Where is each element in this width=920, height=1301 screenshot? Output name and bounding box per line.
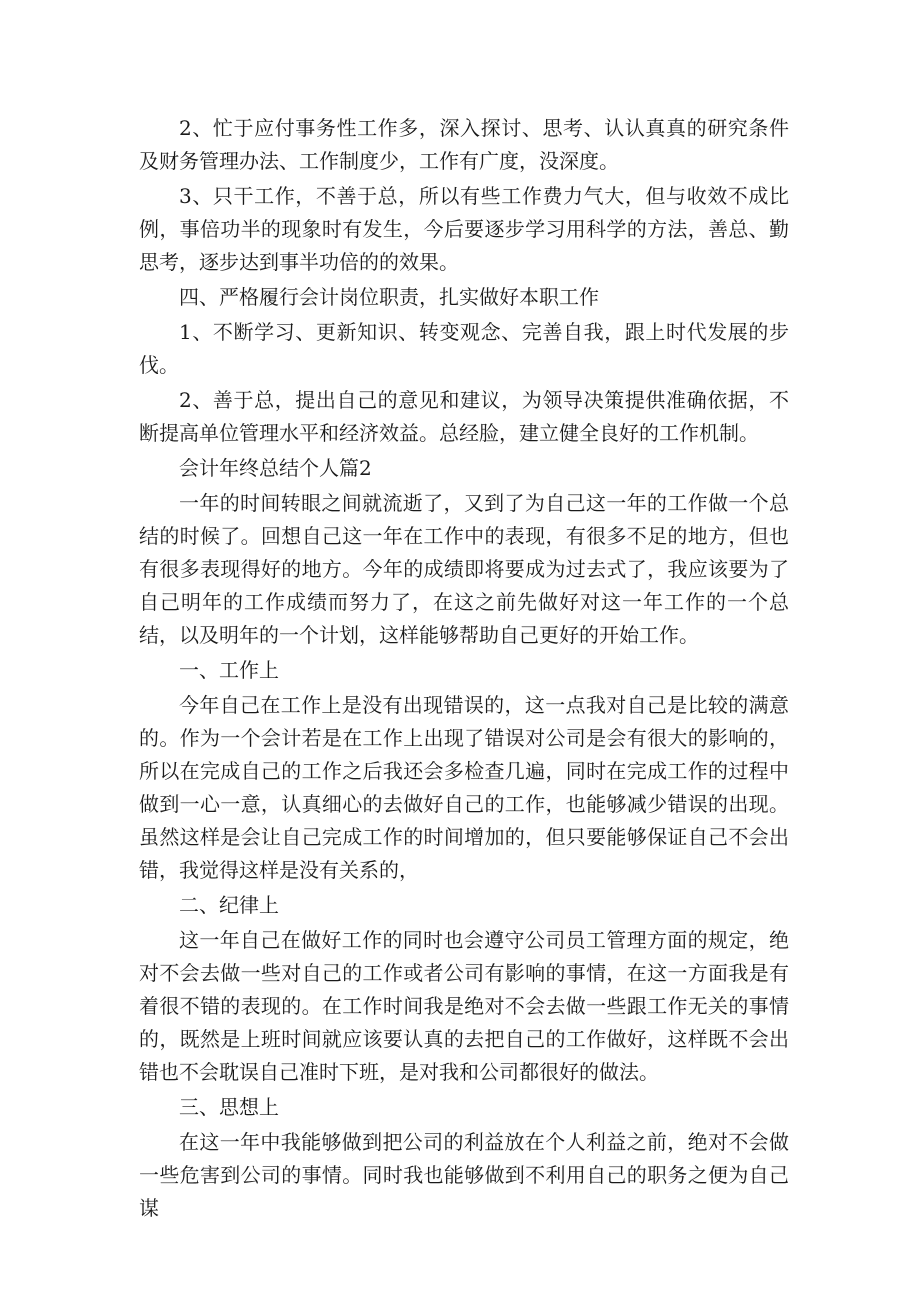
article-title: 会计年终总结个人篇2 <box>179 456 372 480</box>
section-heading: 三、思想上 <box>179 1095 279 1119</box>
paragraph: 3、只干工作，不善于总，所以有些工作费力气大，但与收效不成比例，事倍功半的现象时有发生，今后要逐步学习用科学的方法，善总、勤思考，逐步达到事半功倍的的效果。 <box>139 184 789 274</box>
paragraph: 2、善于总，提出自己的意见和建议，为领导决策提供准确依据，不断提高单位管理水平和经济效益。总经脸，建立健全良好的工作机制。 <box>139 388 789 445</box>
paragraph: 一年的时间转眼之间就流逝了，又到了为自己这一年的工作做一个总结的时候了。回想自己这一年在工作中的表现，有很多不足的地方，但也有很多表现得好的地方。今年的成绩即将要成为过去式了，我应该要为了自己明年的工作成绩而努力了，在这之前先做好对这一年工作的一个总结，以及明年的一个计划，这样能够帮助自己更好的开始工作。 <box>139 491 789 647</box>
paragraph: 这一年自己在做好工作的同时也会遵守公司员工管理方面的规定，绝对不会去做一些对自己的工作或者公司有影响的事情，在这一方面我是有着很不错的表现的。在工作时间我是绝对不会去做一些跟工作无关的事情的，既然是上班时间就应该要认真的去把自己的工作做好，这样既不会出错也不会耽误自己准时下班，是对我和公司都很好的做法。 <box>139 928 789 1084</box>
document-body <box>139 112 789 1227</box>
paragraph: 今年自己在工作上是没有出现错误的，这一点我对自己是比较的满意的。作为一个会计若是在工作上出现了错误对公司是会有很大的影响的，所以在完成自己的工作之后我还会多检查几遍，同时在完成工作的过程中做到一心一意，认真细心的去做好自己的工作，也能够减少错误的出现。虽然这样是会让自己完成工作的时间增加的，但只要能够保证自己不会出错，我觉得这样是没有关系的， <box>139 693 789 882</box>
paragraph: 2、忙于应付事务性工作多，深入探讨、思考、认认真真的研究条件及财务管理办法、工作制度少，工作有广度，没深度。 <box>139 116 789 173</box>
section-heading: 二、纪律上 <box>179 893 279 917</box>
section-heading: 一、工作上 <box>179 658 279 682</box>
section-heading: 四、严格履行会计岗位职责，扎实做好本职工作 <box>179 285 599 309</box>
paragraph: 1、不断学习、更新知识、转变观念、完善自我，跟上时代发展的步伐。 <box>139 320 789 377</box>
paragraph: 在这一年中我能够做到把公司的利益放在个人利益之前，绝对不会做一些危害到公司的事情。同时我也能够做到不利用自己的职务之便为自己谋 <box>139 1130 789 1220</box>
